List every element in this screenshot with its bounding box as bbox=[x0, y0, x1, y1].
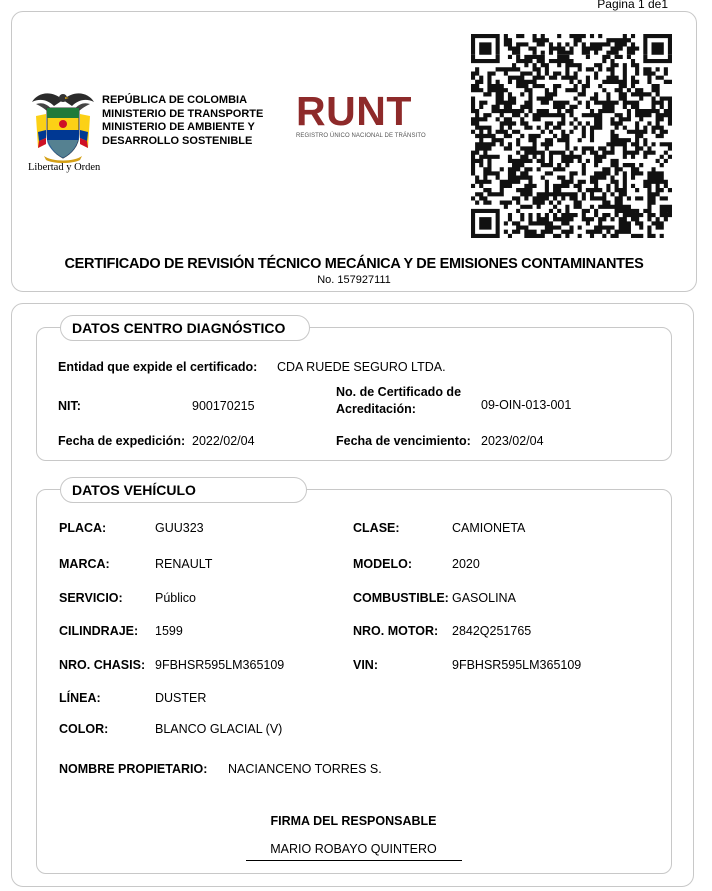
vin-value: 9FBHSR595LM365109 bbox=[452, 658, 582, 672]
vin-label: VIN: bbox=[353, 658, 378, 672]
propietario-label: NOMBRE PROPIETARIO: bbox=[59, 762, 208, 776]
qr-code-icon bbox=[471, 34, 672, 238]
modelo-label: MODELO: bbox=[353, 557, 413, 571]
firma-name: MARIO ROBAYO QUINTERO bbox=[270, 842, 437, 856]
certificate-number: No. 157927111 bbox=[317, 274, 391, 286]
centro-diagnostico-section bbox=[36, 320, 672, 461]
cilindraje-label: CILINDRAJE: bbox=[59, 624, 139, 638]
linea-value: DUSTER bbox=[155, 691, 207, 705]
coat-of-arms-icon bbox=[30, 86, 96, 164]
runt-logo bbox=[296, 90, 436, 139]
nro-chasis-label: NRO. CHASIS: bbox=[59, 658, 146, 672]
datos-vehiculo-heading: DATOS VEHÍCULO bbox=[60, 477, 307, 503]
modelo-value: 2020 bbox=[452, 557, 480, 571]
combustible-value: GASOLINA bbox=[452, 591, 516, 605]
fecha-expedicion-value: 2022/02/04 bbox=[192, 434, 255, 448]
marca-value: RENAULT bbox=[155, 557, 213, 571]
clase-value: CAMIONETA bbox=[452, 521, 526, 535]
ministry-block bbox=[102, 94, 263, 148]
colombia-coat-of-arms bbox=[28, 86, 101, 180]
nit-label: NIT: bbox=[58, 399, 81, 413]
ministry-line: REPÚBLICA DE COLOMBIA bbox=[102, 94, 248, 106]
nro-motor-label: NRO. MOTOR: bbox=[353, 624, 439, 638]
color-value: BLANCO GLACIAL (V) bbox=[155, 722, 283, 736]
color-label: COLOR: bbox=[59, 722, 109, 736]
certificate-title: CERTIFICADO DE REVISIÓN TÉCNICO MECÁNICA Y DE EMISIONES CONTAMINANTES bbox=[64, 256, 644, 272]
nro-chasis-value: 9FBHSR595LM365109 bbox=[155, 658, 285, 672]
firma-label: FIRMA DEL RESPONSABLE bbox=[270, 814, 437, 828]
entidad-label: Entidad que expide el certificado: bbox=[58, 360, 258, 374]
linea-label: LÍNEA: bbox=[59, 691, 101, 705]
certificate-body bbox=[11, 303, 694, 887]
qr-modules bbox=[471, 34, 672, 238]
marca-label: MARCA: bbox=[59, 557, 110, 571]
combustible-label: COMBUSTIBLE: bbox=[353, 591, 449, 605]
propietario-value: NACIANCENO TORRES S. bbox=[228, 762, 382, 776]
placa-value: GUU323 bbox=[155, 521, 204, 535]
placa-label: PLACA: bbox=[59, 521, 107, 535]
certificate-header bbox=[11, 11, 697, 292]
nro-motor-value: 2842Q251765 bbox=[452, 624, 532, 638]
servicio-value: Público bbox=[155, 591, 196, 605]
ministry-line: DESARROLLO SOSTENIBLE bbox=[102, 134, 253, 147]
clase-label: CLASE: bbox=[353, 521, 400, 535]
fecha-vencimiento-label: Fecha de vencimiento: bbox=[336, 434, 471, 448]
fecha-vencimiento-value: 2023/02/04 bbox=[481, 434, 544, 448]
fecha-expedicion-label: Fecha de expedición: bbox=[58, 434, 186, 448]
acreditacion-label: No. de Certificado de Acreditación: bbox=[336, 385, 462, 416]
signature-line bbox=[246, 860, 462, 861]
cilindraje-value: 1599 bbox=[155, 624, 183, 638]
ministry-line: MINISTERIO DE AMBIENTE Y bbox=[102, 121, 255, 133]
centro-diagnostico-heading: DATOS CENTRO DIAGNÓSTICO bbox=[60, 315, 310, 341]
ministry-line: MINISTERIO DE TRANSPORTE bbox=[102, 107, 264, 120]
emblem-motto: Libertad y Orden bbox=[28, 162, 101, 173]
entidad-value: CDA RUEDE SEGURO LTDA. bbox=[277, 360, 446, 374]
runt-logo-word: RUNT bbox=[296, 88, 412, 134]
servicio-label: SERVICIO: bbox=[59, 591, 123, 605]
acreditacion-value: 09-OIN-013-001 bbox=[481, 398, 572, 412]
runt-logo-tagline: REGISTRO ÚNICO NACIONAL DE TRÁNSITO bbox=[296, 133, 426, 139]
nit-value: 900170215 bbox=[192, 399, 255, 413]
page-number: Pagina 1 de1 bbox=[597, 0, 668, 11]
